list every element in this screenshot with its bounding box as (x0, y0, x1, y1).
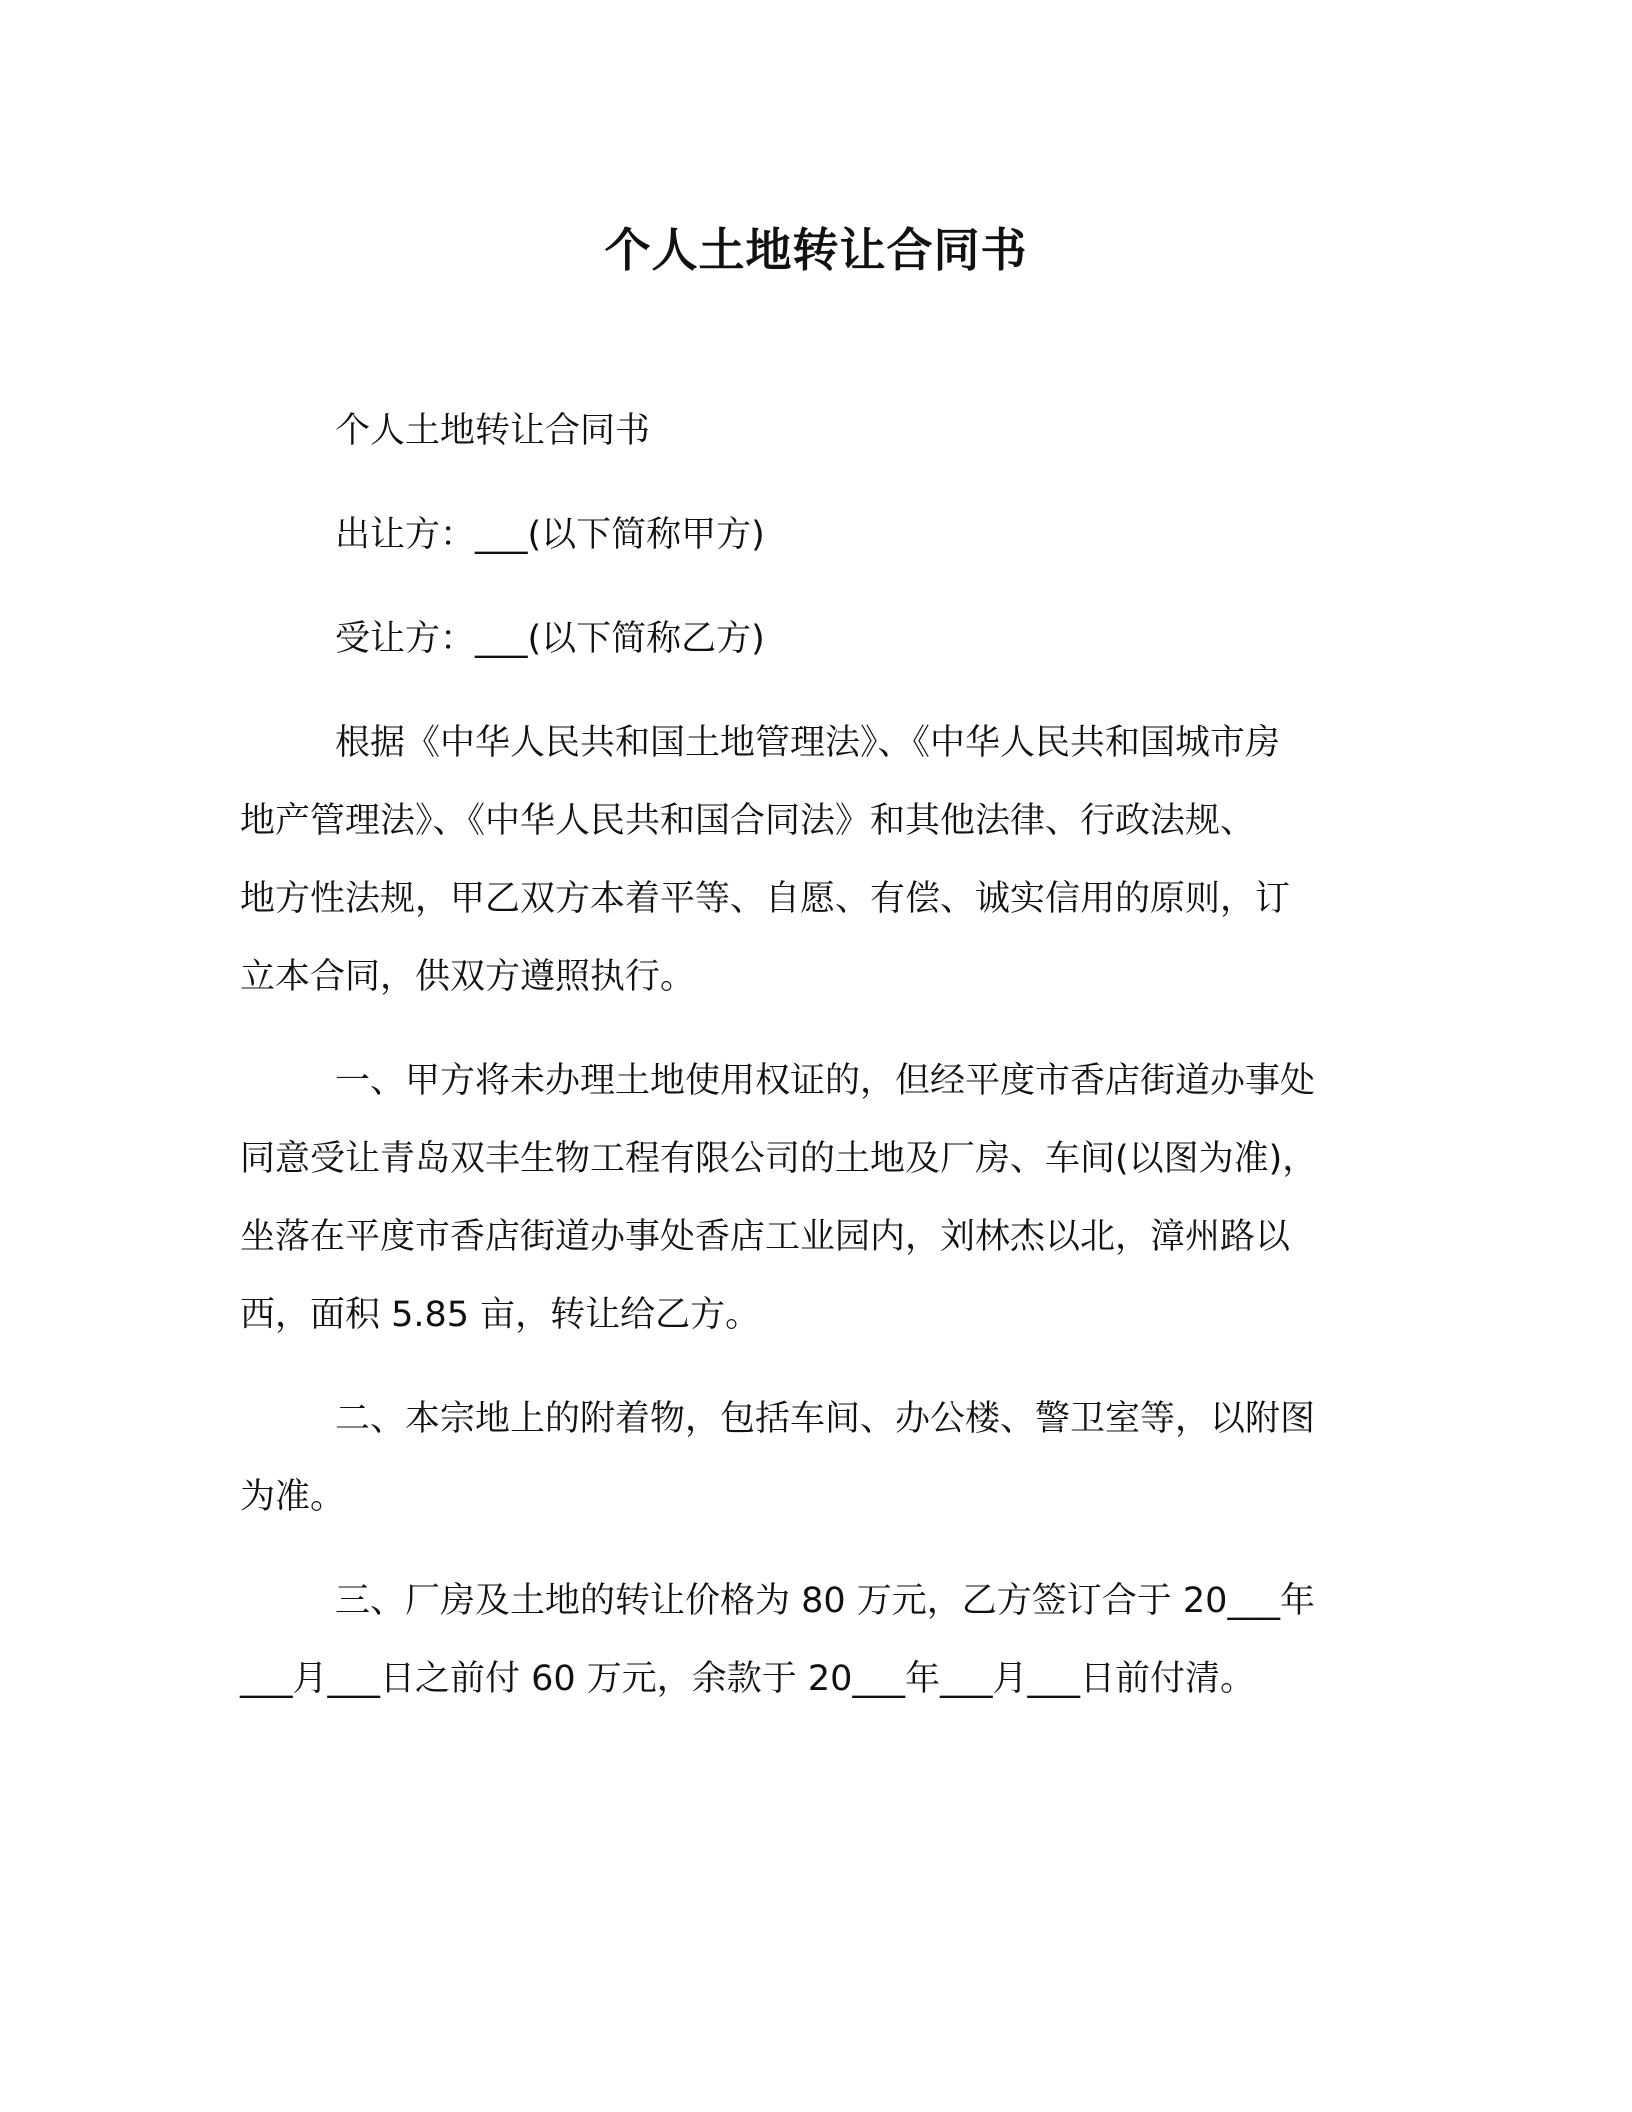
party-b-line: 受让方：___(以下简称乙方) (335, 619, 765, 659)
clause-3-paragraph (240, 1562, 1392, 1718)
document-body (240, 392, 1392, 1718)
paragraph-line: 二、本宗地上的附着物，包括车间、办公楼、警卫室等，以附图 (335, 1399, 1316, 1439)
party-a-line: 出让方：___(以下简称甲方) (335, 515, 765, 555)
paragraph-line: 地产管理法》、《中华人民共和国合同法》和其他法律、行政法规、 (240, 801, 1256, 841)
clause-2-paragraph (240, 1380, 1392, 1536)
paragraph-line: ___月___日之前付 60 万元，余款于 20___年___月___日前付清。 (240, 1659, 1255, 1699)
document-title: 个人土地转让合同书 (604, 223, 1028, 277)
document-subtitle: 个人土地转让合同书 (335, 411, 651, 451)
paragraph-line: 地方性法规，甲乙双方本着平等、自愿、有偿、诚实信用的原则，订 (240, 879, 1291, 919)
clause-1-paragraph (240, 1042, 1392, 1354)
preamble-paragraph (240, 704, 1392, 1016)
paragraph-line: 三、厂房及土地的转让价格为 80 万元，乙方签订合于 20___年 (335, 1581, 1315, 1621)
paragraph-gap (240, 1016, 1392, 1042)
paragraph-line: 根据《中华人民共和国土地管理法》、《中华人民共和国城市房 (335, 723, 1281, 763)
paragraph-line: 坐落在平度市香店街道办事处香店工业园内，刘林杰以北，漳州路以 (240, 1217, 1291, 1257)
paragraph-gap (240, 1536, 1392, 1562)
paragraph-line: 为准。 (240, 1477, 346, 1517)
paragraph-line: 一、甲方将未办理土地使用权证的，但经平度市香店街道办事处 (335, 1061, 1316, 1101)
paragraph-gap (240, 1354, 1392, 1380)
paragraph-line: 同意受让青岛双丰生物工程有限公司的土地及厂房、车间(以图为准)， (240, 1139, 1318, 1179)
paragraph-line: 西，面积 5.85 亩，转让给乙方。 (240, 1295, 761, 1335)
paragraph-line: 立本合同，供双方遵照执行。 (240, 957, 696, 997)
